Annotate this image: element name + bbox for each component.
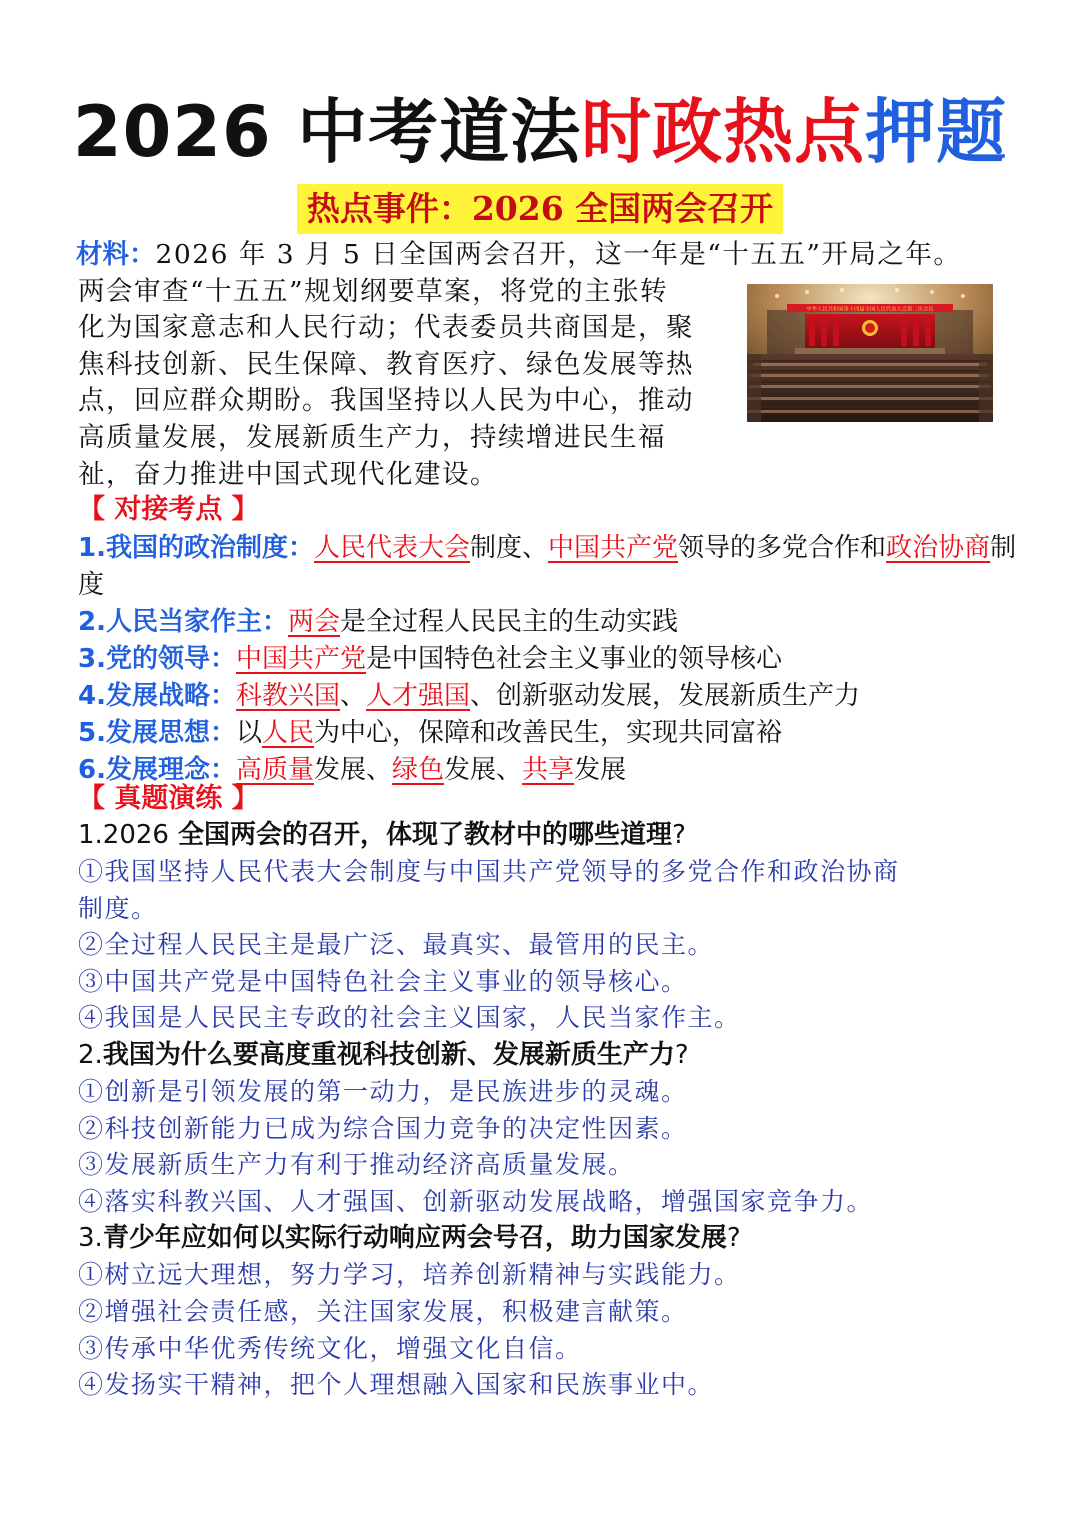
point-text: 发展、 xyxy=(444,755,523,785)
point-number: 6. xyxy=(78,755,106,785)
material-line: 祉，奋力推进中国式现代化建设。 xyxy=(78,458,498,490)
answer-line: ④落实科教兴国、人才强国、创新驱动发展战略，增强国家竞争力。 xyxy=(78,1186,874,1216)
answer-line: ①树立远大理想，努力学习，培养创新精神与实践能力。 xyxy=(78,1260,741,1290)
point-key: 发展思想 xyxy=(105,718,210,748)
point-colon: ： xyxy=(209,755,236,785)
point-colon: ： xyxy=(209,718,236,748)
point-keyword: 共享 xyxy=(522,755,575,785)
point-text: 发展 xyxy=(574,755,627,785)
question-mark: ? xyxy=(674,1039,689,1070)
question-mark: ? xyxy=(672,820,686,850)
point-number: 4. xyxy=(78,681,106,711)
point-colon: ： xyxy=(261,607,288,637)
point-key: 我国的政治制度 xyxy=(105,533,288,563)
point-text: 发展、 xyxy=(314,755,393,785)
question-mark: ? xyxy=(726,1223,741,1254)
point-key: 发展理念 xyxy=(105,755,210,785)
exam-point xyxy=(78,530,1018,604)
point-text: 是中国特色社会主义事业的领导核心 xyxy=(366,644,783,674)
npc-session-photo xyxy=(747,284,993,422)
answer-line: ④我国是人民民主专政的社会主义国家，人民当家作主。 xyxy=(78,1003,741,1033)
point-text: 、 xyxy=(340,681,367,711)
point-text: 以 xyxy=(236,718,263,748)
hot-event-subtitle: 热点事件：2026 全国两会召开 xyxy=(297,184,783,234)
photo-banner-text: 中华人民共和国第十四届全国人民代表大会第二次会议 xyxy=(806,306,934,313)
exam-point xyxy=(78,678,1018,715)
point-keyword: 人民 xyxy=(262,718,315,748)
point-number: 5. xyxy=(78,718,106,748)
point-text: 制度 xyxy=(78,533,1017,600)
question xyxy=(78,817,1018,854)
question-number: 1.2026 xyxy=(78,820,169,850)
question-text: 全国两会的召开，体现了教材中的哪些道理 xyxy=(178,820,673,850)
point-text: 领导的多党合作和 xyxy=(678,533,887,563)
question xyxy=(78,1037,1018,1074)
point-keyword: 高质量 xyxy=(236,755,315,785)
practice-questions xyxy=(78,817,1018,1404)
point-key: 党的领导 xyxy=(105,644,210,674)
point-text: 、创新驱动发展，发展新质生产力 xyxy=(470,681,861,711)
point-key: 发展战略 xyxy=(105,681,210,711)
point-text: 为中心，保障和改善民生，实现共同富裕 xyxy=(314,718,783,748)
exam-points-list xyxy=(78,530,1018,789)
material-line xyxy=(76,237,1008,274)
title-part-black: 2026 中考道法 xyxy=(72,91,582,173)
exam-point xyxy=(78,604,1018,641)
question-number: 3. xyxy=(78,1223,103,1254)
point-text: 制度、 xyxy=(470,533,549,563)
point-keyword: 中国共产党 xyxy=(236,644,367,674)
page-title xyxy=(0,88,1080,176)
section-heading-points: 【 对接考点 】 xyxy=(78,494,259,525)
answer-line: ③传承中华优秀传统文化，增强文化自信。 xyxy=(78,1333,582,1363)
point-keyword: 两会 xyxy=(288,607,341,637)
point-keyword: 中国共产党 xyxy=(548,533,679,563)
answer-line: ④发扬实干精神，把个人理想融入国家和民族事业中。 xyxy=(78,1370,715,1400)
point-text: 是全过程人民民主的生动实践 xyxy=(340,607,679,637)
question-text: 青少年应如何以实际行动响应两会号召，助力国家发展 xyxy=(102,1223,727,1254)
point-keyword: 人民代表大会 xyxy=(314,533,471,563)
point-colon: ： xyxy=(287,533,314,563)
answer-line: ①我国坚持人民代表大会制度与中国共产党领导的多党合作和政治协商 xyxy=(78,857,900,886)
question-text: 我国为什么要高度重视科技创新、发展新质生产力 xyxy=(102,1039,675,1070)
point-keyword: 政治协商 xyxy=(886,533,991,563)
question-number: 2. xyxy=(78,1039,103,1070)
material-line: 化为国家意志和人民行动；代表委员共商国是，聚 xyxy=(78,312,694,344)
point-colon: ： xyxy=(209,681,236,711)
exam-point xyxy=(78,641,1018,678)
answer-line: ③发展新质生产力有利于推动经济高质量发展。 xyxy=(78,1150,635,1180)
material-label: 材料： xyxy=(76,239,156,270)
point-number: 3. xyxy=(78,644,106,674)
point-number: 2. xyxy=(78,607,106,637)
answer-line: ①创新是引领发展的第一动力，是民族进步的灵魂。 xyxy=(78,1076,688,1106)
material-line: 高质量发展，发展新质生产力，持续增进民生福 xyxy=(78,421,666,453)
answer-line: ②科技创新能力已成为综合国力竞争的决定性因素。 xyxy=(78,1113,688,1143)
answer-line: 制度。 xyxy=(78,893,158,923)
section-heading-practice: 【 真题演练 】 xyxy=(78,783,259,814)
subtitle-wrap xyxy=(0,184,1080,234)
title-part-red: 时政热点 xyxy=(581,91,866,173)
point-number: 1. xyxy=(78,533,106,563)
material-line: 点，回应群众期盼。我国坚持以人民为中心，推动 xyxy=(78,385,694,417)
material-line-text: 2026 年 3 月 5 日全国两会召开，这一年是“十五五”开局之年。 xyxy=(155,239,962,270)
question xyxy=(78,1220,1018,1257)
point-keyword: 科教兴国 xyxy=(236,681,341,711)
great-hall-illustration xyxy=(747,284,993,422)
exam-point xyxy=(78,715,1018,752)
answer-line: ②增强社会责任感，关注国家发展，积极建言献策。 xyxy=(78,1296,688,1326)
title-part-blue: 押题 xyxy=(865,91,1008,173)
point-keyword: 绿色 xyxy=(392,755,445,785)
answer-line: ②全过程人民民主是最广泛、最真实、最管用的民主。 xyxy=(78,930,715,960)
point-keyword: 人才强国 xyxy=(366,681,471,711)
point-key: 人民当家作主 xyxy=(105,607,262,637)
material-line: 焦科技创新、民生保障、教育医疗、绿色发展等热 xyxy=(78,348,694,380)
material-line: 两会审查“十五五”规划纲要草案，将党的主张转 xyxy=(78,275,669,307)
answer-line: ③中国共产党是中国特色社会主义事业的领导核心。 xyxy=(78,966,688,996)
point-colon: ： xyxy=(209,644,236,674)
